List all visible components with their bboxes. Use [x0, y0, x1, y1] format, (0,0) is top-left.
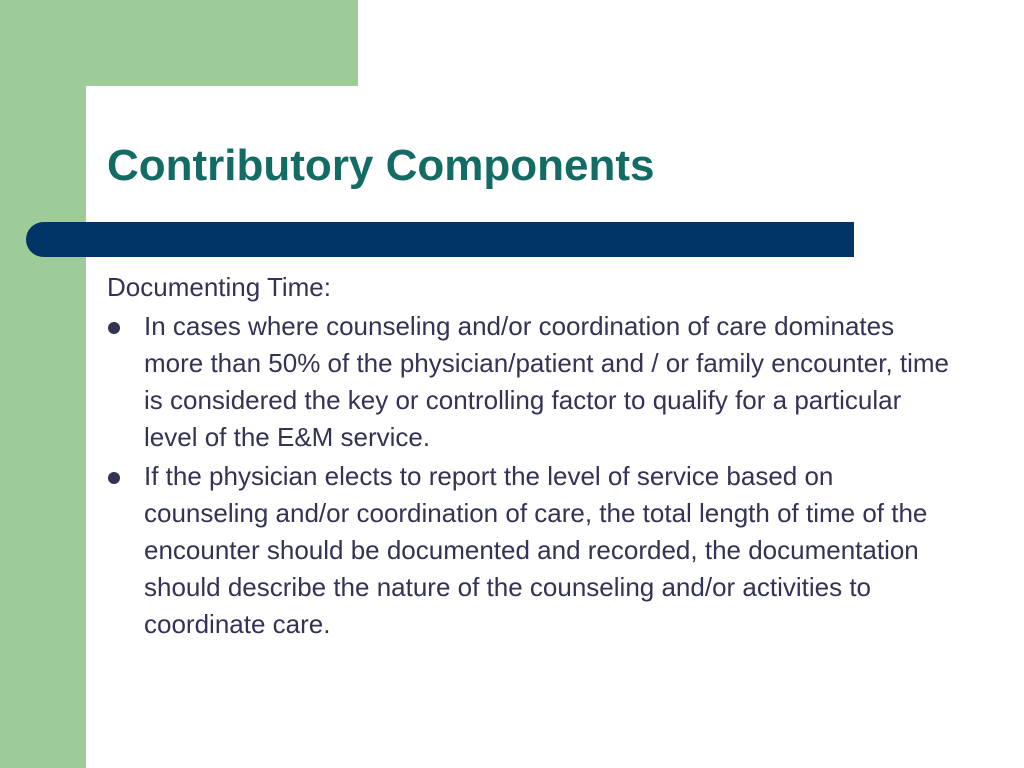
bullet-dot-icon: [108, 472, 120, 484]
bullet-item: [107, 458, 957, 643]
bullet-text: In cases where counseling and/or coordination of care dominates more than 50% of the physician/patient and / or family encounter, time is considered the key or controlling factor to qualify for a particular level of the E&M service.: [144, 311, 950, 452]
left-green-strip: [0, 0, 86, 768]
bullet-text: If the physician elects to report the level of service based on counseling and/or coordination of care, the total length of time of the encounter should be documented and recorded, the documentation should describe the nature of the counseling and/or activities to coordinate care.: [144, 461, 928, 639]
bullet-list: [107, 308, 957, 643]
bullet-dot-icon: [108, 322, 120, 334]
bullet-item: [107, 308, 957, 456]
slide-content: [107, 269, 957, 643]
top-green-block: [0, 0, 358, 86]
intro-text: Documenting Time:: [107, 272, 331, 302]
title-underline-bar: [26, 222, 854, 257]
slide-title: Contributory Components: [107, 141, 655, 190]
